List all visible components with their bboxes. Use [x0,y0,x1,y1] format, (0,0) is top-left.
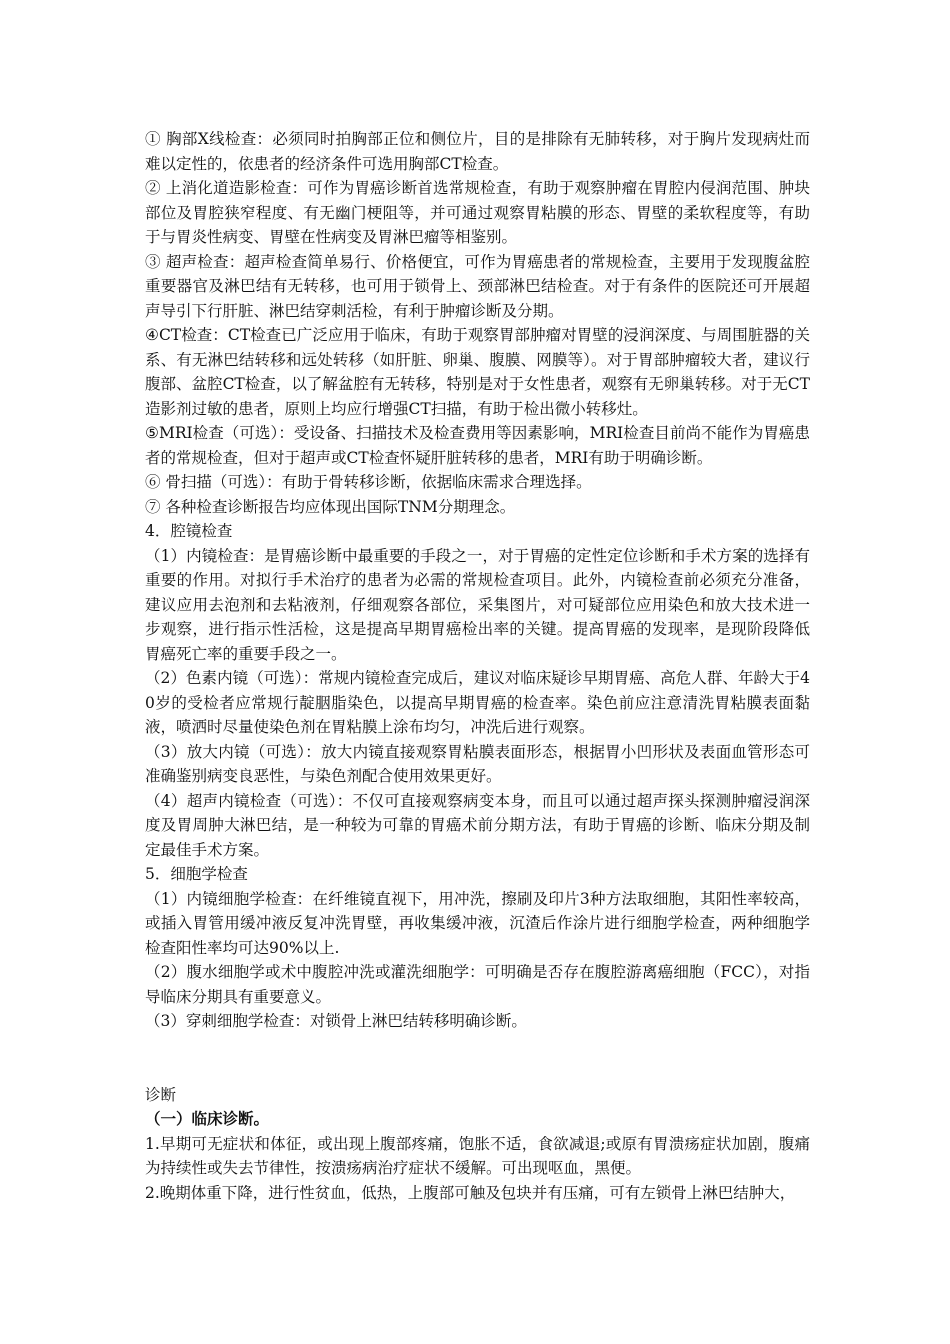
diagnosis-heading: 诊断 [145,1085,177,1104]
paragraph-ct: ④CT检查：CT检查已广泛应用于临床，有助于观察胃部肿瘤对胃壁的浸润深度、与周围脏器的关系、有无淋巴结转移和远处转移（如肝脏、卵巢、腹膜、网膜等）。对于胃部肿瘤较大者，建议行腹部、盆腔CT检查，以了解盆腔有无转移，特别是对于女性患者，观察有无卵巢转移。对于无CT造影剂过敏的患者，原则上均应行增强CT扫描，有助于检出微小转移灶。 [145,326,810,418]
spacer [145,1034,810,1083]
paragraph-endoscopic-cytology: （1）内镜细胞学检查：在纤维镜直视下，用冲洗，擦刷及印片3种方法取细胞，其阳性率较高，或插入胃管用缓冲液反复冲洗胃壁，再收集缓冲液，沉渣后作涂片进行细胞学检查，两种细胞学检查阳性率均可达90%以上. [145,889,810,957]
section-heading-cytology: 5．细胞学检查 [145,865,248,883]
paragraph-puncture-cytology: （3）穿刺细胞学检查：对锁骨上淋巴结转移明确诊断。 [145,1012,527,1030]
paragraph-chest-xray: ① 胸部X线检查：必须同时拍胸部正位和侧位片，目的是排除有无肺转移，对于胸片发现病灶而难以定性的，依患者的经济条件可选用胸部CT检查。 [145,130,810,173]
document-body [145,127,810,1205]
paragraph-bone-scan: ⑥ 骨扫描（可选）：有助于骨转移诊断，依据临床需求合理选择。 [145,473,592,491]
paragraph-chromoendoscopy: （2）色素内镜（可选）：常规内镜检查完成后，建议对临床疑诊早期胃癌、高危人群、年龄大于40岁的受检者应常规行靛胭脂染色，以提高早期胃癌的检查率。染色前应注意清洗胃粘膜表面黏液，喷洒时尽量使染色剂在胃粘膜上涂布均匀，冲洗后进行观察。 [145,669,810,736]
section-heading-endoscopy: 4．腔镜检查 [145,522,233,540]
paragraph-tnm: ⑦ 各种检查诊断报告均应体现出国际TNM分期理念。 [145,497,516,516]
clinical-diagnosis-subheading: （一）临床诊断。 [145,1109,270,1128]
paragraph-upper-gi: ② 上消化道造影检查：可作为胃癌诊断首选常规检查，有助于观察肿瘤在胃腔内侵润范围、肿块部位及胃腔狭窄程度、有无幽门梗阻等，并可通过观察胃粘膜的形态、胃壁的柔软程度等，有助于与胃炎性病变、胃壁在性病变及胃淋巴瘤等相鉴别。 [145,179,810,246]
paragraph-endoscopy: （1）内镜检查：是胃癌诊断中最重要的手段之一，对于胃癌的定性定位诊断和手术方案的选择有重要的作用。对拟行手术治疗的患者为必需的常规检查项目。此外，内镜检查前必须充分准备，建议应用去泡剂和去粘液剂，仔细观察各部位，采集图片，对可疑部位应用染色和放大技术进一步观察，进行指示性活检，这是提高早期胃癌检出率的关键。提高胃癌的发现率，是现阶段降低胃癌死亡率的重要手段之一。 [145,546,810,663]
paragraph-magnifying-endoscopy: （3）放大内镜（可选）：放大内镜直接观察胃粘膜表面形态，根据胃小凹形状及表面血管形态可准确鉴别病变良恶性，与染色剂配合使用效果更好。 [145,742,810,785]
paragraph-endoscopic-ultrasound: （4）超声内镜检查（可选）：不仅可直接观察病变本身，而且可以通过超声探头探测肿瘤浸润深度及胃周肿大淋巴结，是一种较为可靠的胃癌术前分期方法，有助于胃癌的诊断、临床分期及制定最佳手术方案。 [145,791,810,859]
paragraph-ascites-cytology: （2）腹水细胞学或术中腹腔冲洗或灌洗细胞学：可明确是否存在腹腔游离癌细胞（FCC），对指导临床分期具有重要意义。 [145,963,810,1006]
diagnosis-item-2: 2.晚期体重下降，进行性贫血，低热，上腹部可触及包块并有压痛，可有左锁骨上淋巴结肿大， [145,1183,796,1202]
paragraph-mri: ⑤MRI检查（可选）：受设备、扫描技术及检查费用等因素影响，MRI检查目前尚不能作为胃癌患者的常规检查，但对于超声或CT检查怀疑肝脏转移的患者，MRI有助于明确诊断。 [145,424,810,467]
diagnosis-item-1: 1.早期可无症状和体征，或出现上腹部疼痛，饱胀不适，食欲减退;或原有胃溃疡症状加剧，腹痛为持续性或失去节律性，按溃疡病治疗症状不缓解。可出现呕血，黑便。 [145,1134,810,1177]
paragraph-ultrasound: ③ 超声检查：超声检查简单易行、价格便宜，可作为胃癌患者的常规检查，主要用于发现腹盆腔重要器官及淋巴结有无转移，也可用于锁骨上、颈部淋巴结检查。对于有条件的医院还可开展超声导引下行肝脏、淋巴结穿刺活检，有利于肿瘤诊断及分期。 [145,252,810,320]
